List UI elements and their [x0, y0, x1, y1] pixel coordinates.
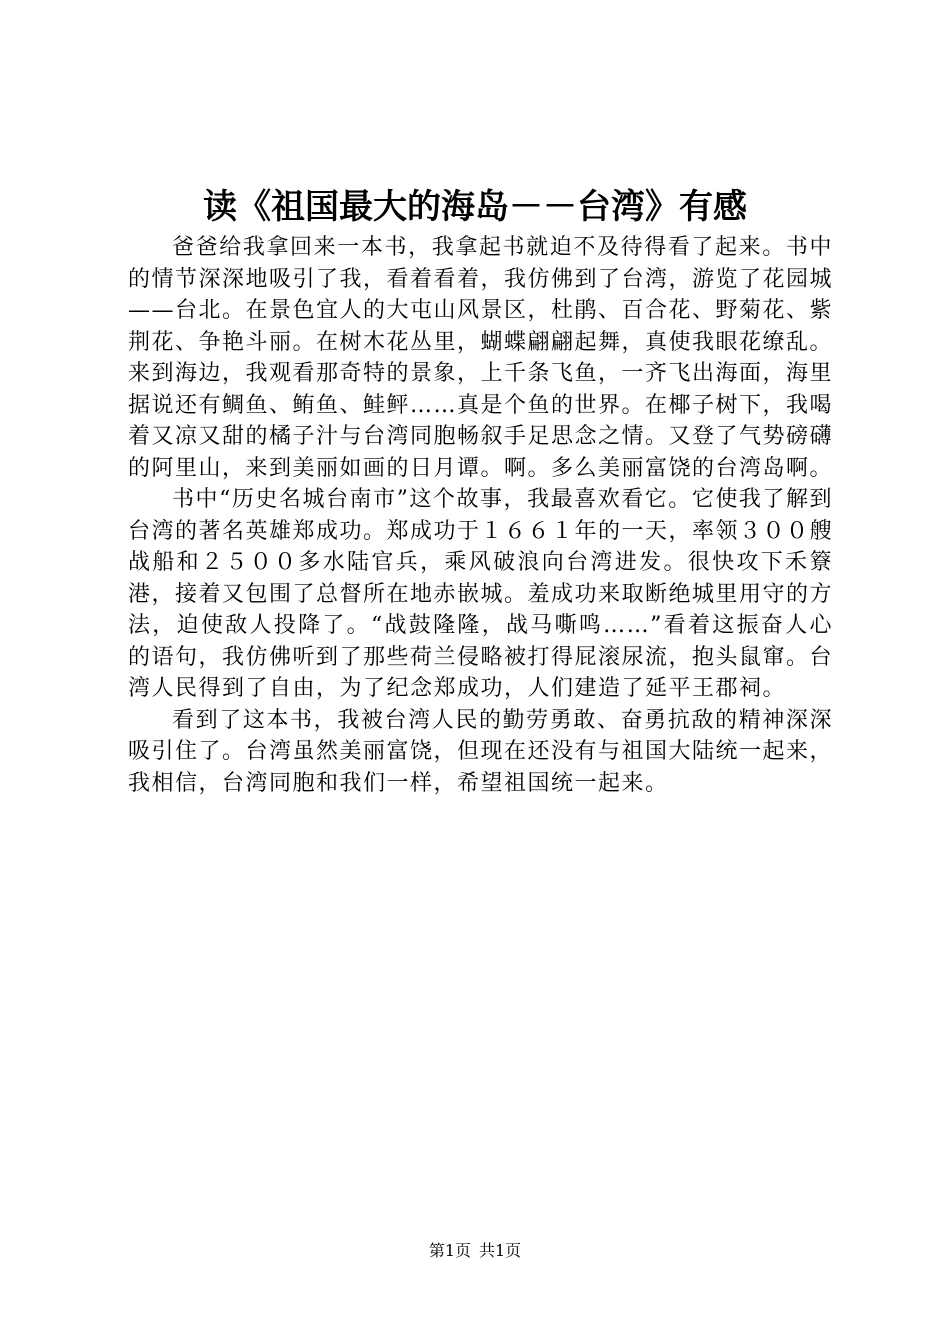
paragraph-2: 书中“历史名城台南市”这个故事，我最喜欢看它。它使我了解到台湾的著名英雄郑成功。郑成功于１６６１年的一天，率领３００艘战船和２５００多水陆官兵，乘风破浪向台湾进发。很快攻下禾簝港，接着又包围了总督所在地赤嵌城。羞成功来取断绝城里用守的方法，迫使敌人投降了。“战鼓隆隆，战马嘶鸣……”看着这振奋人心的语句，我仿佛听到了那些荷兰侵略被打得屁滚尿流，抱头鼠窜。台湾人民得到了自由，为了纪念郑成功，人们建造了延平王郡祠。: [128, 487, 834, 701]
page-footer: [0, 1240, 950, 1262]
page-number: 第1页: [428, 1241, 471, 1260]
page-total: 共1页: [479, 1241, 522, 1260]
document-title: 读《祖国最大的海岛－－台湾》有感: [203, 187, 747, 227]
paragraph-1: 爸爸给我拿回来一本书，我拿起书就迫不及待得看了起来。书中的情节深深地吸引了我，看着看着，我仿佛到了台湾，游览了花园城——台北。在景色宜人的大屯山风景区，杜鹃、百合花、野菊花、紫荆花、争艳斗丽。在树木花丛里，蝴蝶翩翩起舞，真使我眼花缭乱。来到海边，我观看那奇特的景象，上千条飞鱼，一齐飞出海面，海里据说还有鲷鱼、鲔鱼、鲑鲆……真是个鱼的世界。在椰子树下，我喝着又凉又甜的橘子汁与台湾同胞畅叙手足思念之情。又登了气势磅礴的阿里山，来到美丽如画的日月谭。啊。多么美丽富饶的台湾岛啊。: [128, 235, 834, 481]
paragraph-3: 看到了这本书，我被台湾人民的勤劳勇敢、奋勇抗敌的精神深深吸引住了。台湾虽然美丽富饶，但现在还没有与祖国大陆统一起来，我相信，台湾同胞和我们一样，希望祖国统一起来。: [128, 707, 834, 796]
document-body: [128, 232, 833, 799]
